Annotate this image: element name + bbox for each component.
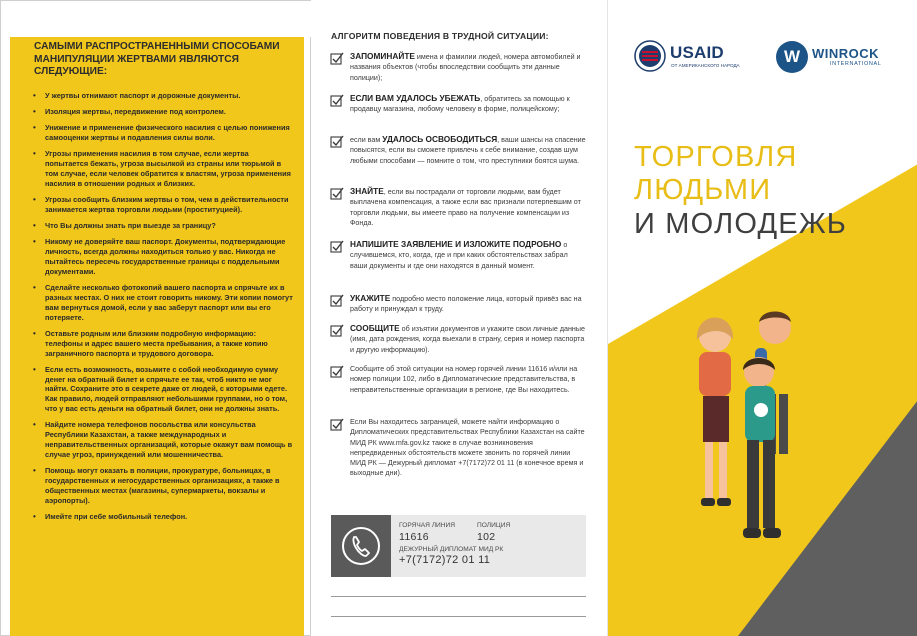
list-item: • Изоляция жертвы, передвижение под контролем. <box>31 107 293 117</box>
usaid-seal-icon <box>634 40 666 72</box>
manipulation-header: САМЫМИ РАСПРОСТРАНЕННЫМИ СПОСОБАМИ МАНИПУЛЯЦИИ ЖЕРТВАМИ ЯВЛЯЮТСЯ СЛЕДУЮЩИЕ: <box>34 41 280 77</box>
phone-icon <box>331 515 391 577</box>
checkbox-icon <box>330 294 344 308</box>
checkbox-icon <box>330 52 344 66</box>
list-item: • Унижение и применение физического насилия с целью понижения самооценки жертвы и подавления силы воли. <box>31 123 293 143</box>
algorithm-item: СООБЩИТЕ об изъятии документов и укажите свои личные данные (имя, дата рождения, когда выехали в страну, серия и номер паспорта и другую информацию). <box>330 323 586 355</box>
algorithm-item: если вам УДАЛОСЬ ОСВОБОДИТЬСЯ, ваши шансы на спасение повысятся, если вы сможете привлечь к себе внимание, создав шум любыми способами — помните о том, что преступники боятся шума. <box>330 134 586 166</box>
list-item: • Найдите номера телефонов посольства или консульства Республики Казахстан, а также международных и неправительственных организаций, которые окажут вам помощь в случае угроз, принуждений или мошенничества. <box>31 420 293 460</box>
list-item: • Имейте при себе мобильный телефон. <box>31 512 293 522</box>
list-item: • Что Вы должны знать при выезде за границу? <box>31 221 293 231</box>
manipulation-list <box>31 91 293 528</box>
checkbox-icon <box>330 324 344 338</box>
police-number: 102 <box>477 531 496 543</box>
middle-panel <box>311 0 607 636</box>
algorithm-item: ЗНАЙТЕ, если вы пострадали от торговли людьми, вам будет выплачена компенсация, а также если вас признали потерпевшим от торговли людьми, вы имеете право на получение компенсации из Фонда. <box>330 186 586 228</box>
note-line <box>331 616 586 617</box>
algorithm-item: УКАЖИТЕ подробно место положение лица, который привёз вас на работу и принуждал к труду. <box>330 293 586 315</box>
winrock-logo: W WINROCK INTERNATIONAL <box>776 40 896 76</box>
usaid-logo: USAID ОТ АМЕРИКАНСКОГО НАРОДА <box>634 40 744 76</box>
hotline-number: 11616 <box>399 531 429 543</box>
hotline-label: ГОРЯЧАЯ ЛИНИЯ <box>399 522 456 529</box>
checkbox-icon <box>330 240 344 254</box>
algorithm-item: ЕСЛИ ВАМ УДАЛОСЬ УБЕЖАТЬ, обратитесь за помощью к продавцу магазина, любому человеку в форме, полицейскому; <box>330 93 586 115</box>
list-item: • Сделайте несколько фотокопий вашего паспорта и спрячьте их в разных местах. О них не стоит говорить никому. Эти копии помогут вам вернуться домой, если у вас заберут паспорт или вы его потеряете. <box>31 283 293 323</box>
list-item: • Если есть возможность, возьмите с собой необходимую сумму денег на обратный билет и спрячьте ее так, чтоб никто не мог найти. Сохраните это в секрете даже от людей, с которыми едете. Как правило, людей отправляют небольшими группами, но о том, что у вас есть деньги на обратный билет, они не должны знать. <box>31 365 293 415</box>
list-item: • Угрозы применения насилия в том случае, если жертва попытается бежать, угроза высылкой из страны или тюрьмой в том случае, если человек обратится к властям, угроза применения насилия в отношении родных и близких. <box>31 149 293 189</box>
checkbox-icon <box>330 94 344 108</box>
hotline-box <box>331 515 586 577</box>
diplomat-label: ДЕЖУРНЫЙ ДИПЛОМАТ МИД РК <box>399 546 504 553</box>
note-line <box>331 596 586 597</box>
youth-illustration <box>663 300 833 550</box>
checkbox-icon <box>330 135 344 149</box>
police-label: ПОЛИЦИЯ <box>477 522 511 529</box>
algorithm-item: Сообщите об этой ситуации на номер горячей линии 11616 и/или на номер полиции 102, либо в Дипломатические представительства, в неправительственные организации в регионе, где Вы находитесь. <box>330 364 586 395</box>
checkbox-icon <box>330 187 344 201</box>
right-panel <box>607 0 917 636</box>
list-item: • Помощь могут оказать в полиции, прокуратуре, больницах, в государственных и негосударственных организациях, а также в общественных местах (магазины, супермаркеты, вокзалы и аэропорты). <box>31 466 293 506</box>
algorithm-item: ЗАПОМИНАЙТЕ имена и фамилии людей, номера автомобилей и названия объектов (чтобы впоследствии сообщить эти данные полиции); <box>330 51 586 83</box>
winrock-w-icon: W <box>776 41 808 73</box>
list-item: • У жертвы отнимают паспорт и дорожные документы. <box>31 91 293 101</box>
list-item: • Оставьте родным или близким подробную информацию: телефоны и адрес вашего места пребывания, а также копию заграничного паспорта и трудового договора. <box>31 329 293 359</box>
left-panel <box>0 0 311 636</box>
checkbox-icon <box>330 418 344 432</box>
list-item: • Никому не доверяйте ваш паспорт. Документы, подтверждающие личность, всегда должны находиться только у вас. Никогда не пытайтесь пересечь государственные границы с поддельными документами. <box>31 237 293 277</box>
algorithm-item: Если Вы находитесь заграницей, можете найти информацию о Дипломатических представительствах Республики Казахстан на сайте МИД РК www.mfa.gov.kz также в случае возникновения непредвиденных обстоятельств можете звонить по горячей линии МИД РК — Дежурный дипломат +7(7172)72 01 11 (в конечное время и выходные дни). <box>330 417 586 479</box>
checkbox-icon <box>330 365 344 379</box>
algorithm-title: АЛГОРИТМ ПОВЕДЕНИЯ В ТРУДНОЙ СИТУАЦИИ: <box>331 31 549 41</box>
title-line-2: ЛЮДЬМИ <box>634 174 772 206</box>
diplomat-number: +7(7172)72 01 11 <box>399 554 491 566</box>
title-line-3: И МОЛОДЕЖЬ <box>634 208 848 240</box>
algorithm-item: НАПИШИТЕ ЗАЯВЛЕНИЕ И ИЗЛОЖИТЕ ПОДРОБНО о случившемся, кто, когда, где и при каких обстоятельствах забрал ваши документы и где они находятся в данный момент. <box>330 239 586 271</box>
title-line-1: ТОРГОВЛЯ <box>634 141 798 173</box>
list-item: • Угрозы сообщить близким жертвы о том, чем в действительности занимается жертва торговли людьми (проституцией). <box>31 195 293 215</box>
